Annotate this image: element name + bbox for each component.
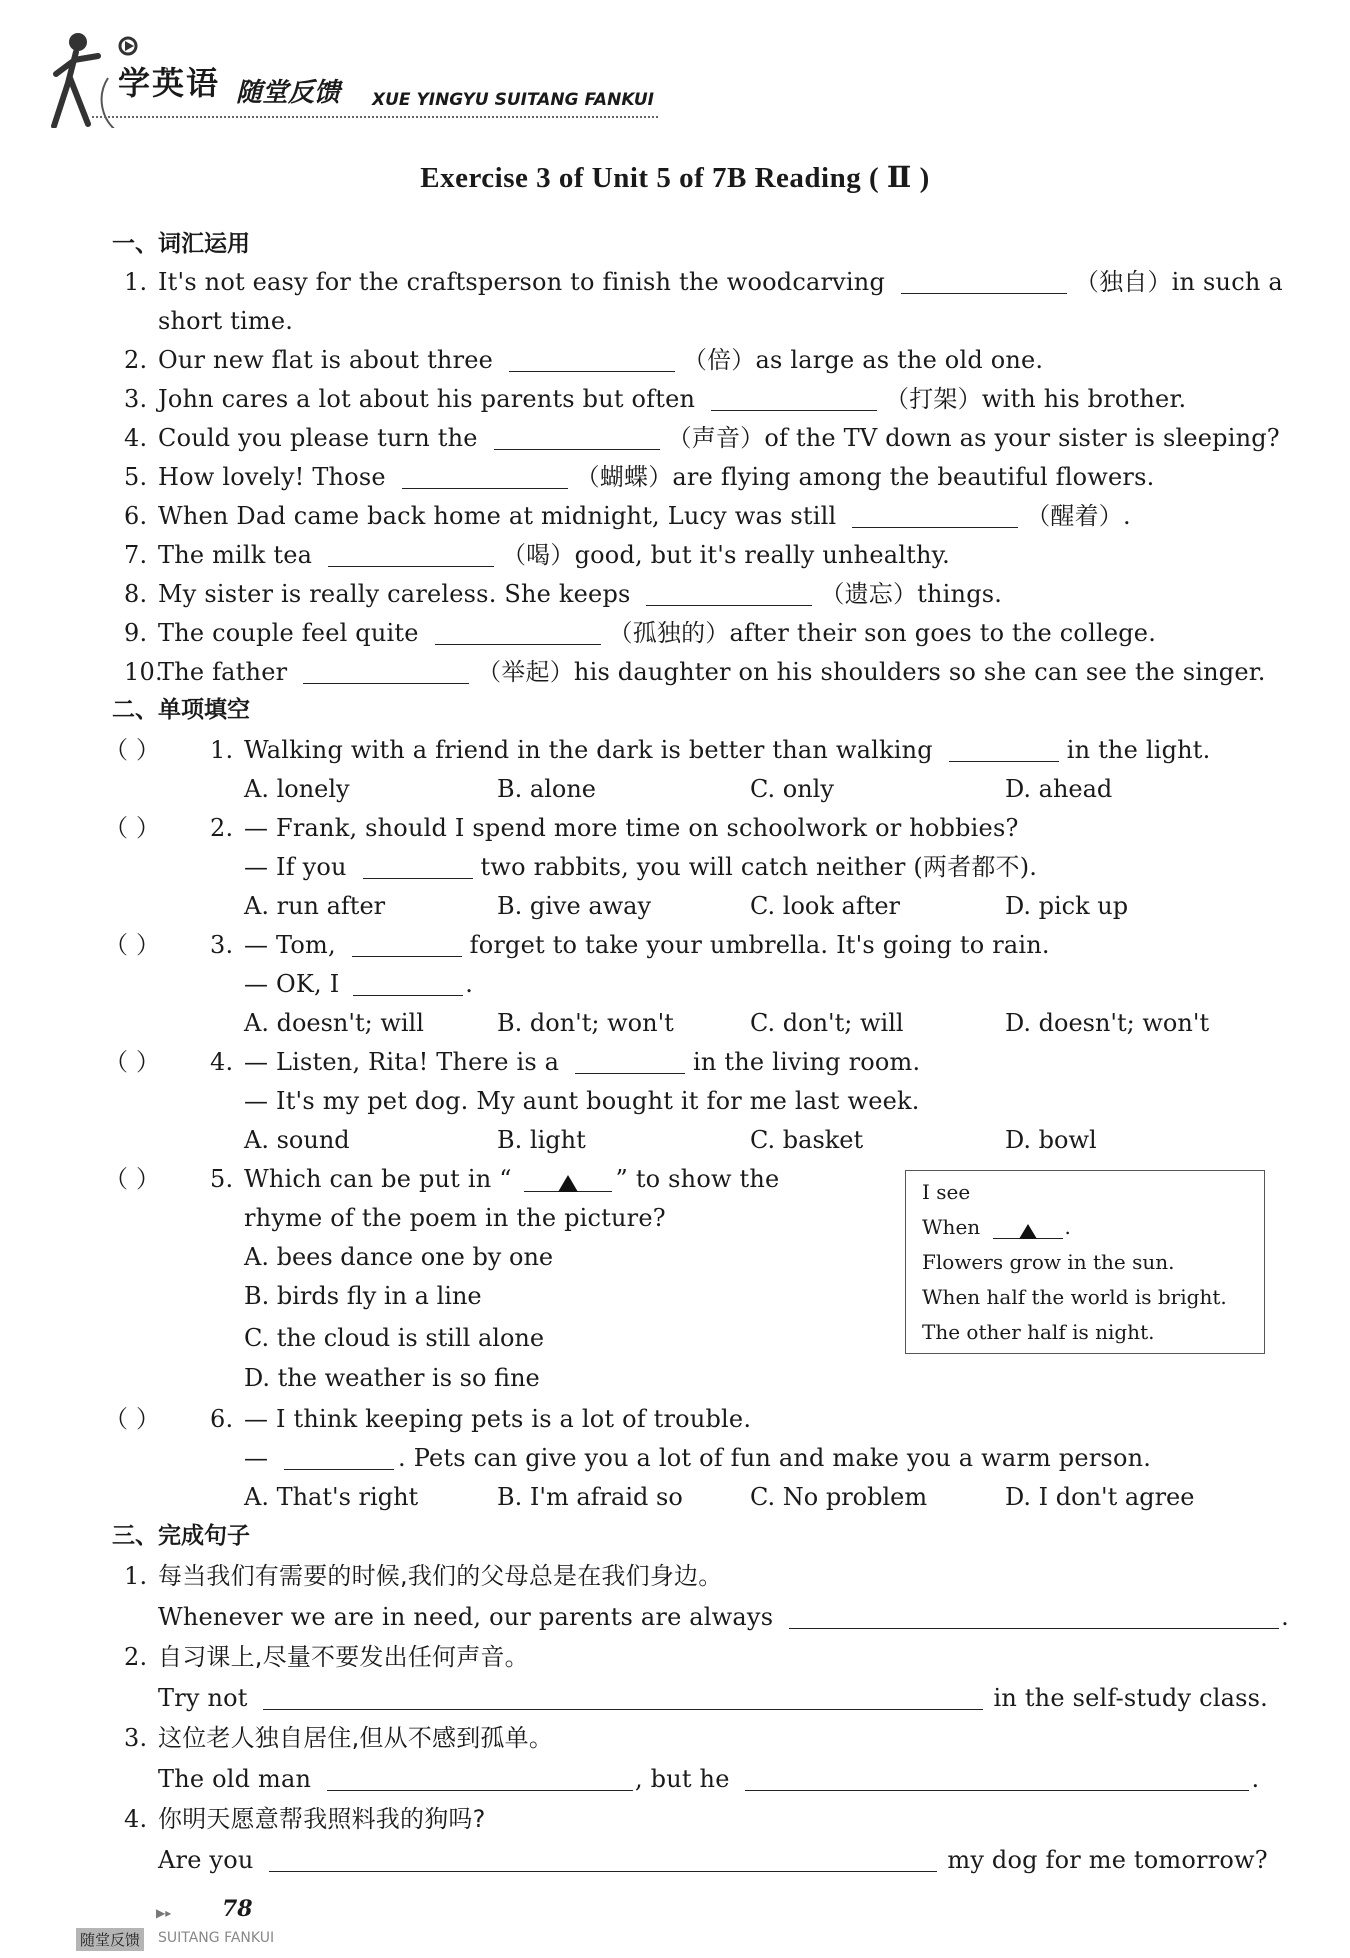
answer-paren: （ ） — [104, 931, 161, 959]
mc-question: 3. — Tom, forget to take your umbrella. It's going to rain. — [210, 931, 1050, 959]
translate-prompt: 2. 自习课上,尽量不要发出任何声音。 — [124, 1643, 529, 1671]
poem-line: I see — [922, 1180, 971, 1204]
mc-question: — . Pets can give you a lot of fun and make you a warm person. — [244, 1444, 1152, 1472]
translate-prompt: 4. 你明天愿意帮我照料我的狗吗? — [124, 1805, 486, 1833]
header-cn-main: 学英语 — [118, 64, 221, 102]
mc-question: rhyme of the poem in the picture? — [244, 1204, 666, 1232]
page-number: 78 — [222, 1896, 253, 1922]
vocab-item: short time. — [158, 307, 294, 335]
option: B. light — [497, 1126, 586, 1154]
footer-en: SUITANG FANKUI — [158, 1930, 275, 1946]
mc-question: — It's my pet dog. My aunt bought it for me last week. — [244, 1087, 920, 1115]
translate-answer: Are you my dog for me tomorrow? — [158, 1846, 1268, 1874]
poem-box — [905, 1170, 1265, 1354]
page-arrow-icon: ▶▸ — [156, 1906, 172, 1920]
translate-prompt: 1. 每当我们有需要的时候,我们的父母总是在我们身边。 — [124, 1562, 723, 1590]
section-heading: 一、词汇运用 — [112, 231, 250, 257]
vocab-item: 2. Our new flat is about three （倍）as large as the old one. — [124, 346, 1044, 374]
option: D. pick up — [1005, 892, 1129, 920]
vocab-item: 6. When Dad came back home at midnight, Lucy was still （醒着）. — [124, 502, 1131, 530]
option: A. lonely — [244, 775, 350, 803]
section-heading: 二、单项填空 — [112, 697, 250, 723]
vocab-item: 3. John cares a lot about his parents but often （打架）with his brother. — [124, 385, 1187, 413]
option: A. bees dance one by one — [244, 1243, 554, 1271]
option: C. only — [750, 775, 834, 803]
option: B. I'm afraid so — [497, 1483, 683, 1511]
vocab-item: 9. The couple feel quite （孤独的）after their son goes to the college. — [124, 619, 1157, 647]
option: C. look after — [750, 892, 901, 920]
poem-line: When . — [922, 1215, 1071, 1239]
option: C. No problem — [750, 1483, 928, 1511]
option: D. I don't agree — [1005, 1483, 1195, 1511]
header-dotted-rule — [92, 116, 658, 118]
triangle-icon — [558, 1175, 578, 1192]
mc-question: 2. — Frank, should I spend more time on schoolwork or hobbies? — [210, 814, 1019, 842]
answer-paren: （ ） — [104, 736, 161, 764]
poem-line: When half the world is bright. — [922, 1285, 1227, 1309]
mc-question: 1. Walking with a friend in the dark is better than walking in the light. — [210, 736, 1211, 764]
answer-paren: （ ） — [104, 1048, 161, 1076]
vocab-item: 5. How lovely! Those （蝴蝶）are flying among the beautiful flowers. — [124, 463, 1155, 491]
vocab-item: 1. It's not easy for the craftsperson to finish the woodcarving （独自）in such a — [124, 268, 1283, 296]
poem-line: Flowers grow in the sun. — [922, 1250, 1175, 1274]
translate-answer: The old man , but he . — [158, 1765, 1260, 1793]
mc-question: 6. — I think keeping pets is a lot of trouble. — [210, 1405, 752, 1433]
option: D. doesn't; won't — [1005, 1009, 1210, 1037]
mc-question: 4. — Listen, Rita! There is a in the living room. — [210, 1048, 921, 1076]
header-cn-sub: 随堂反馈 — [236, 78, 341, 108]
footer-cn-badge: 随堂反馈 — [76, 1928, 144, 1951]
mc-question: — OK, I . — [244, 970, 474, 998]
answer-paren: （ ） — [104, 1165, 161, 1193]
mc-question: — If you two rabbits, you will catch neither (两者都不). — [244, 853, 1038, 881]
mc-question: 5. Which can be put in “ ” to show the — [210, 1165, 780, 1193]
answer-paren: （ ） — [104, 814, 161, 842]
vocab-item: 4. Could you please turn the （声音）of the TV down as your sister is sleeping? — [124, 424, 1280, 452]
poem-line: The other half is night. — [922, 1320, 1155, 1344]
option: A. run after — [244, 892, 386, 920]
option: B. don't; won't — [497, 1009, 674, 1037]
option: D. bowl — [1005, 1126, 1097, 1154]
triangle-icon — [1019, 1224, 1037, 1239]
vocab-item: 10.The father （举起）his daughter on his shoulders so she can see the singer. — [124, 658, 1266, 686]
translate-prompt: 3. 这位老人独自居住,但从不感到孤单。 — [124, 1724, 554, 1752]
page-title: Exercise 3 of Unit 5 of 7B Reading ( Ⅱ ) — [420, 162, 930, 194]
answer-paren: （ ） — [104, 1405, 161, 1433]
option: B. birds fly in a line — [244, 1282, 482, 1310]
vocab-item: 7. The milk tea （喝）good, but it's really unhealthy. — [124, 541, 951, 569]
section-heading: 三、完成句子 — [112, 1523, 250, 1549]
option: C. don't; will — [750, 1009, 904, 1037]
option: B. alone — [497, 775, 596, 803]
option: B. give away — [497, 892, 652, 920]
header-pinyin: XUE YINGYU SUITANG FANKUI — [372, 90, 655, 110]
option: C. basket — [750, 1126, 864, 1154]
option: D. ahead — [1005, 775, 1113, 803]
option: A. doesn't; will — [244, 1009, 424, 1037]
option: A. That's right — [244, 1483, 419, 1511]
option: D. the weather is so fine — [244, 1364, 540, 1392]
translate-answer: Try not in the self-study class. — [158, 1684, 1268, 1712]
option: A. sound — [244, 1126, 350, 1154]
option: C. the cloud is still alone — [244, 1324, 545, 1352]
translate-answer: Whenever we are in need, our parents are always . — [158, 1603, 1289, 1631]
vocab-item: 8. My sister is really careless. She keeps （遗忘）things. — [124, 580, 1003, 608]
